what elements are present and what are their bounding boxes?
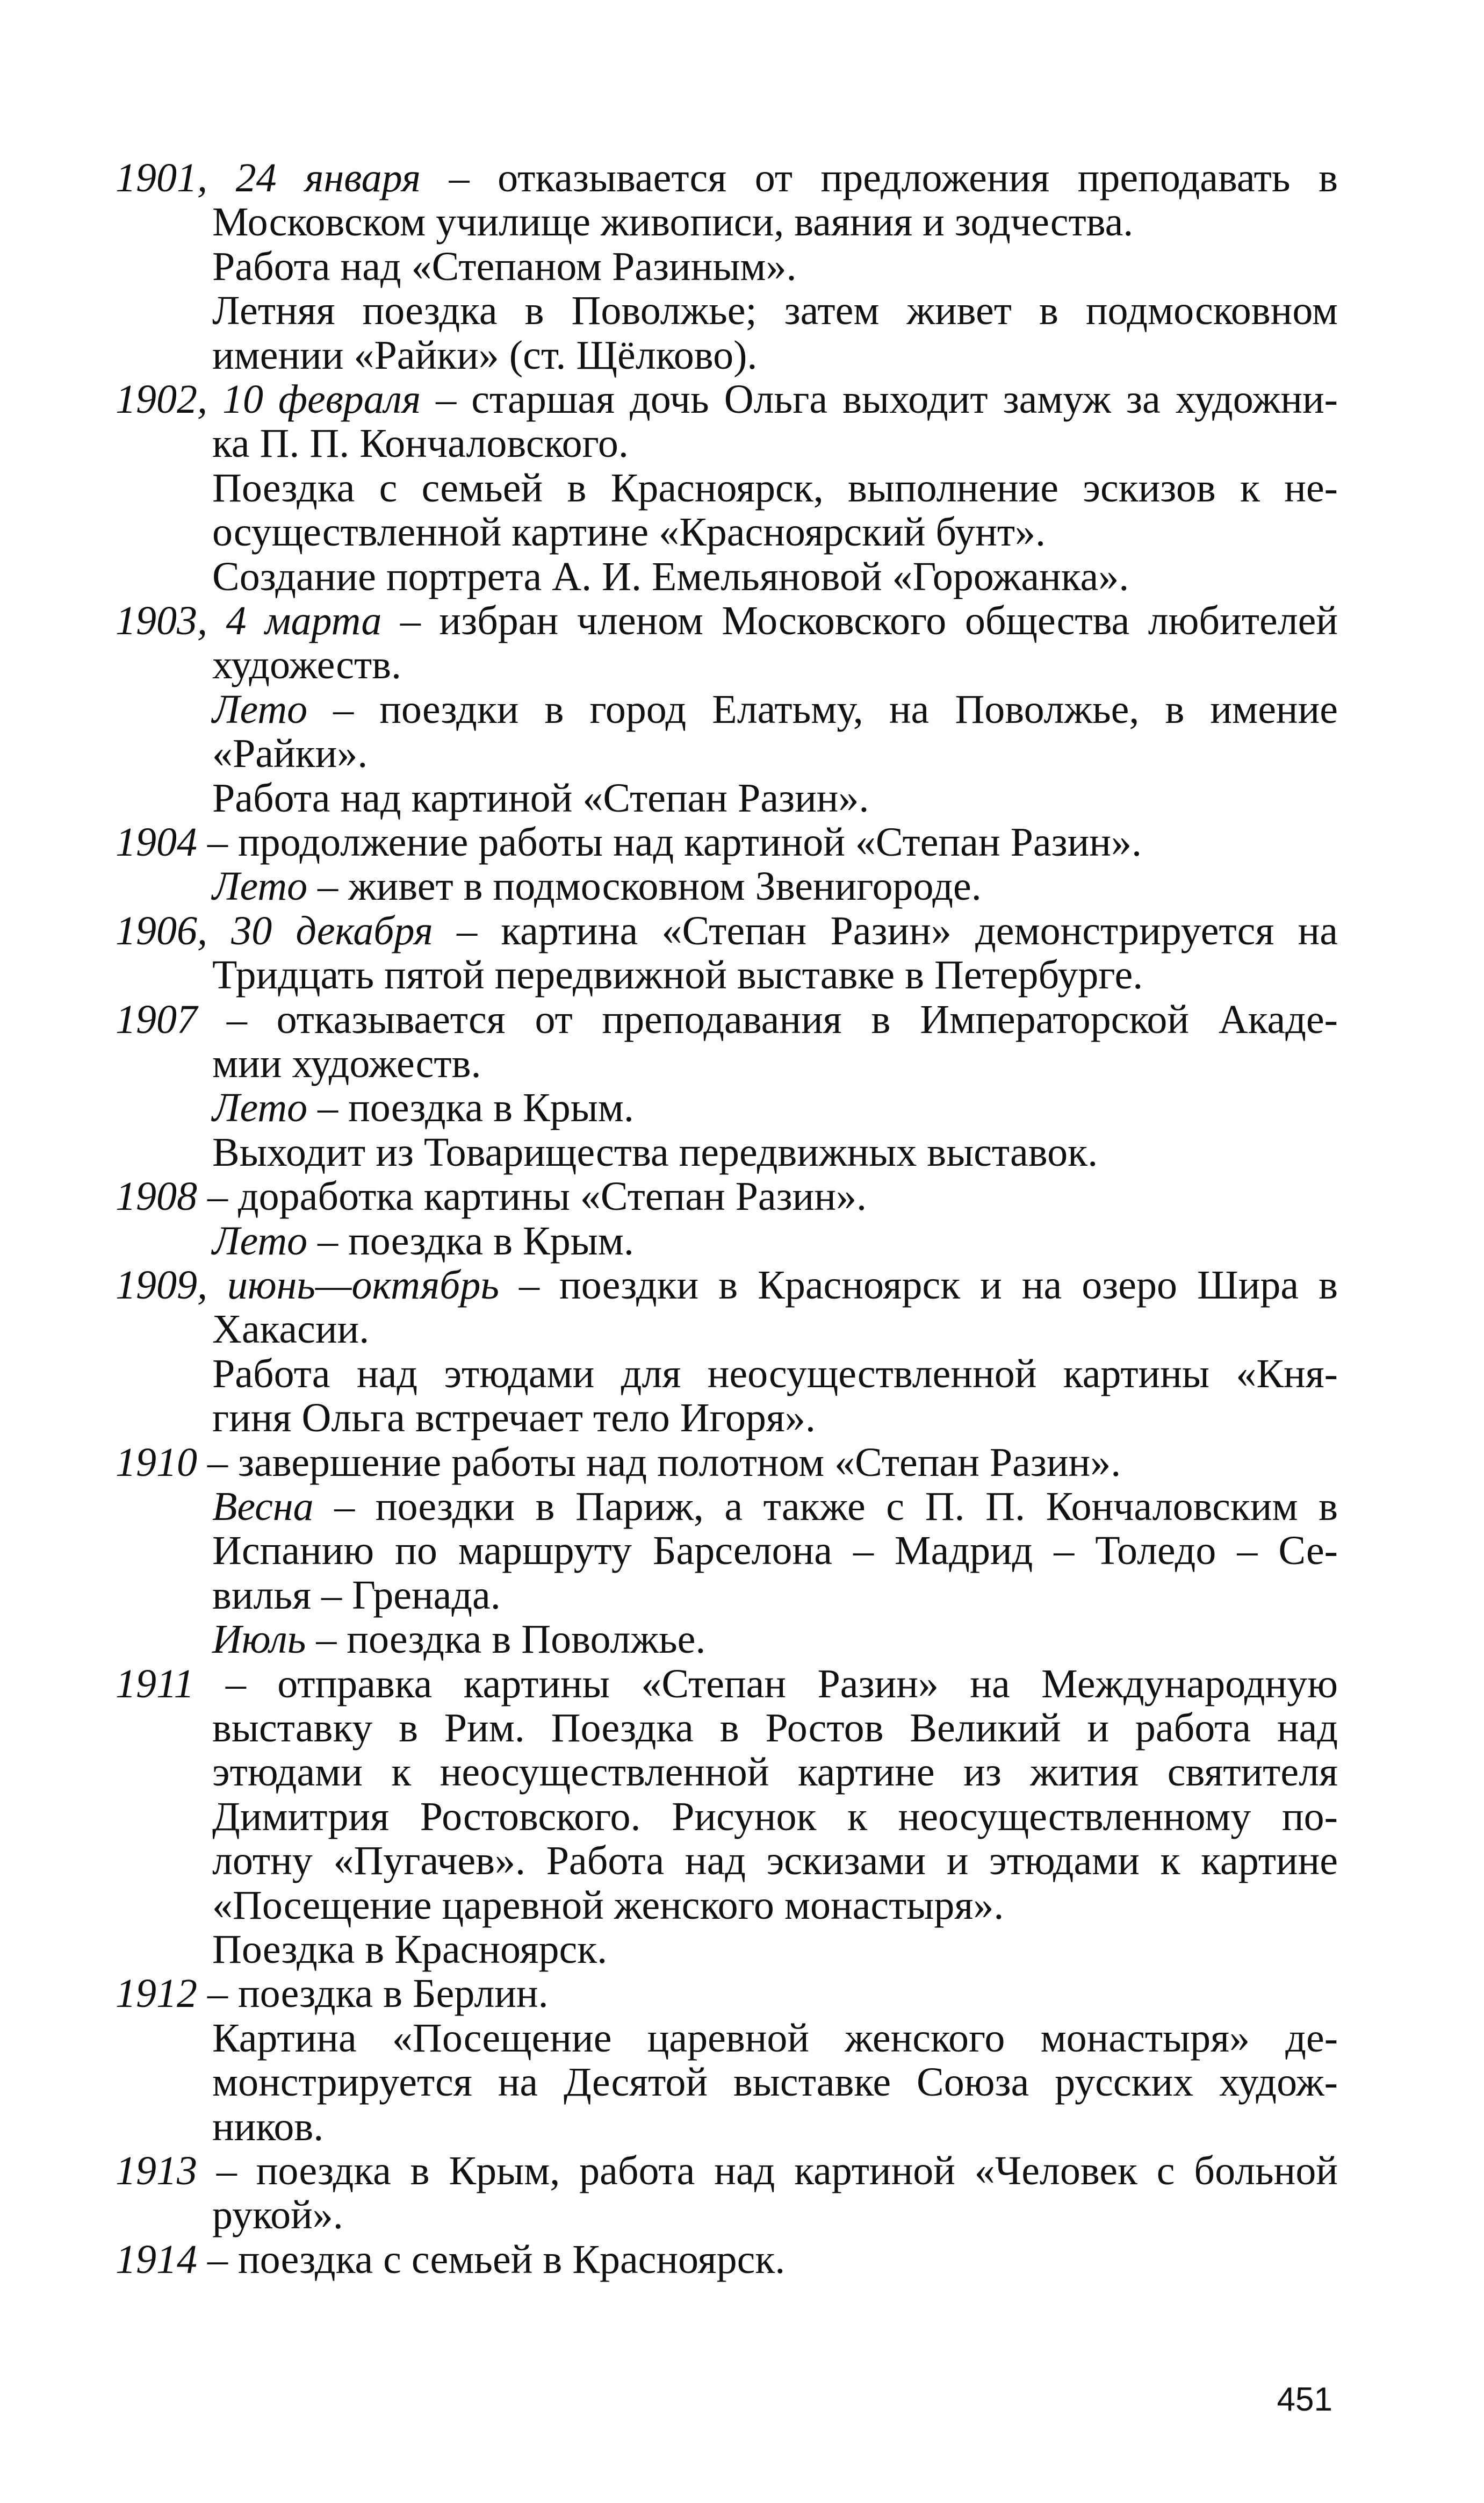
text-line [116, 2149, 1338, 2193]
entry-text: – отправка картины «Степан Разин» на Международную [225, 1661, 1338, 1706]
text-line [116, 998, 1338, 1042]
text-line [212, 643, 1338, 687]
entry-text: Создание портрета А. И. Емельяновой «Горожанка». [212, 554, 1129, 599]
text-line [116, 820, 1338, 864]
text-line [116, 1174, 1338, 1218]
text-line [212, 421, 1338, 465]
entry-date: 1904 [116, 820, 197, 865]
entry-text: Поездка в Красноярск. [212, 1927, 608, 1972]
text-line [212, 1617, 1338, 1661]
text-line [212, 731, 1338, 776]
entry-text: ников. [212, 2104, 324, 2149]
text-line [212, 1573, 1338, 1617]
entry-text: Димитрия Ростовского. Рисунок к неосуществленному по- [212, 1794, 1338, 1839]
entry-text: – поездка в Крым. [318, 1218, 634, 1264]
text-line [212, 1883, 1338, 1927]
entry-text: – поездка в Крым, работа над картиной «Человек с больной [216, 2148, 1338, 2193]
entry-text: «Посещение царевной женского монастыря». [212, 1883, 1004, 1928]
entry-date: Лето [212, 864, 308, 909]
entry-text: осуществленной картине «Красноярский бунт». [212, 510, 1046, 555]
entry-text: – отказывается от преподавания в Императорской Акаде- [226, 997, 1338, 1042]
entry-text: Испанию по маршруту Барселона – Мадрид – Толедо – Се- [212, 1528, 1338, 1573]
entry-text: – продолжение работы над картиной «Степан Разин». [207, 820, 1142, 865]
text-line [212, 2105, 1338, 2149]
entry-text: – поездка в Крым. [318, 1085, 634, 1130]
text-line [212, 1927, 1338, 1971]
text-line [212, 1750, 1338, 1794]
entry-date: Весна [212, 1484, 314, 1529]
entry-date: Лето [212, 1218, 308, 1264]
entry-text: Поездка с семьей в Красноярск, выполнение эскизов к не- [212, 465, 1338, 511]
entry-text: – поездка в Поволжье. [316, 1617, 706, 1662]
entry-text: Работа над «Степаном Разиным». [212, 244, 797, 289]
text-line [212, 333, 1338, 377]
entry-date: 1914 [116, 2237, 197, 2282]
entry-text: имении «Райки» (ст. Щёлково). [212, 333, 758, 378]
text-line [116, 2237, 1338, 2282]
entry-date: 1913 [116, 2148, 197, 2193]
entry-text: Работа над картиной «Степан Разин». [212, 776, 869, 821]
text-line [212, 2193, 1338, 2237]
entry-text: Хакасии. [212, 1307, 370, 1352]
entry-text: Московском училище живописи, ваяния и зодчества. [212, 199, 1134, 245]
text-line [212, 466, 1338, 510]
entry-text: – живет в подмосковном Звенигороде. [318, 864, 982, 909]
text-line [212, 2016, 1338, 2060]
entry-date: Лето [212, 1085, 308, 1130]
entry-text: – картина «Степан Разин» демонстрируется на [457, 908, 1338, 953]
text-line [212, 245, 1338, 289]
text-line [116, 1662, 1338, 1706]
entry-text: монстрируется на Десятой выставке Союза русских худож- [212, 2060, 1338, 2105]
entry-text: – поездки в город Елатьму, на Поволжье, в имение [333, 687, 1338, 732]
text-line [212, 1130, 1338, 1174]
entry-text: – доработка картины «Степан Разин». [207, 1174, 867, 1219]
entry-text: лотну «Пугачев». Работа над эскизами и этюдами к картине [212, 1838, 1338, 1883]
entry-text: выставку в Рим. Поездка в Ростов Великий и работа над [212, 1705, 1338, 1751]
text-line [212, 1042, 1338, 1086]
text-line [212, 2060, 1338, 2104]
entry-text: Работа над этюдами для неосуществленной картины «Кня- [212, 1351, 1338, 1396]
entry-date: 1912 [116, 1971, 197, 2016]
entry-text: ка П. П. Кончаловского. [212, 421, 629, 466]
text-line [212, 953, 1338, 997]
text-line [212, 1352, 1338, 1396]
text-line [212, 864, 1338, 908]
text-line [212, 1219, 1338, 1263]
entry-text: – завершение работы над полотном «Степан Разин». [207, 1440, 1121, 1485]
text-line [116, 909, 1338, 953]
text-line [116, 1263, 1338, 1307]
entry-text: мии художеств. [212, 1041, 481, 1086]
entry-text: Картина «Посещение царевной женского монастыря» де- [212, 2016, 1338, 2061]
entry-date: 1901, 24 января [116, 155, 421, 200]
text-line [212, 1307, 1338, 1351]
entry-text: – избран членом Московского общества любителей [400, 598, 1338, 643]
text-line [212, 1795, 1338, 1839]
text-line [212, 555, 1338, 599]
entry-text: Летняя поездка в Поволжье; затем живет в подмосковном [212, 288, 1338, 333]
text-line [116, 156, 1338, 200]
entry-date: 1908 [116, 1174, 197, 1219]
text-line [116, 599, 1338, 643]
text-line [116, 377, 1338, 421]
text-line [212, 1086, 1338, 1130]
entry-text: Тридцать пятой передвижной выставке в Петербурге. [212, 952, 1143, 998]
entry-text: – отказывается от предложения преподавать в [449, 155, 1338, 200]
entry-date: Лето [212, 687, 308, 732]
entry-text: – старшая дочь Ольга выходит замуж за художни- [436, 377, 1338, 422]
entry-text: – поездки в Париж, а также с П. П. Кончаловским в [334, 1484, 1338, 1529]
text-line [212, 1484, 1338, 1529]
entry-text: «Райки». [212, 731, 368, 776]
page-number: 451 [1277, 2381, 1332, 2418]
entry-text: – поездка с семьей в Красноярск. [207, 2237, 786, 2282]
entry-text: рукой». [212, 2192, 343, 2237]
text-line [212, 1396, 1338, 1440]
entry-text: – поездки в Красноярск и на озеро Шира в [519, 1263, 1338, 1308]
entry-text: Выходит из Товарищества передвижных выставок. [212, 1130, 1098, 1175]
text-line [212, 687, 1338, 731]
entry-text: – поездка в Берлин. [207, 1971, 549, 2016]
text-line [212, 1706, 1338, 1750]
text-line [212, 289, 1338, 333]
entry-date: 1902, 10 февраля [116, 377, 421, 422]
entry-date: 1907 [116, 997, 197, 1042]
entry-text: этюдами к неосуществленной картине из жития святителя [212, 1749, 1338, 1795]
entry-date: 1906, 30 декабря [116, 908, 433, 953]
text-line [212, 510, 1338, 554]
text-line [212, 1529, 1338, 1573]
entry-date: 1911 [116, 1661, 194, 1706]
entry-text: художеств. [212, 642, 402, 687]
text-line [212, 1839, 1338, 1883]
text-line [212, 200, 1338, 244]
entry-date: 1903, 4 марта [116, 598, 382, 643]
entry-date: 1909, июнь—октябрь [116, 1263, 499, 1308]
entry-text: гиня Ольга встречает тело Игоря». [212, 1395, 816, 1440]
entry-text: вилья – Гренада. [212, 1573, 501, 1618]
entry-date: Июль [212, 1617, 306, 1662]
text-line [212, 776, 1338, 820]
entry-date: 1910 [116, 1440, 197, 1485]
text-line [116, 1440, 1338, 1484]
text-line [116, 1971, 1338, 2016]
